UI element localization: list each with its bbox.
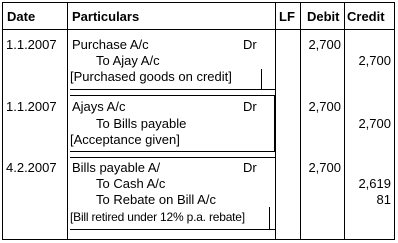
entry-2-date: 1.1.2007	[6, 99, 57, 114]
entry-3-narration-bracket-side	[269, 207, 270, 230]
header-particulars: Particulars	[72, 9, 140, 24]
header-divider	[3, 29, 394, 30]
entry-3-narration-bracket	[70, 229, 275, 230]
entry-2-debit-amount: 2,700	[308, 99, 341, 114]
entry-1-narration-bracket	[70, 89, 275, 90]
entry-1-narration: [Purchased goods on credit]	[70, 69, 232, 84]
header-date: Date	[7, 9, 36, 24]
entry-1-narration-bracket-side	[261, 69, 262, 90]
entry-3-credit-line-2: To Rebate on Bill A/c	[96, 192, 216, 207]
entry-3-debit-amount: 2,700	[308, 160, 341, 175]
entry-2-dr-marker: Dr	[243, 99, 257, 114]
entry-3-credit-amount-2: 81	[376, 192, 391, 207]
journal-table	[2, 2, 395, 240]
entry-1-dr-marker: Dr	[243, 37, 257, 52]
entry-3-debit-account: Bills payable A/	[72, 160, 161, 175]
entry-1-credit-line: To Ajay A/c	[96, 53, 160, 68]
date-column-divider	[67, 3, 68, 239]
entry-3-dr-marker: Dr	[243, 160, 257, 175]
entry-3-narration: [Bill retired under 12% p.a. rebate]	[70, 210, 245, 224]
entry-3-top-bracket	[70, 157, 275, 158]
debit-column-divider	[344, 3, 345, 239]
entry-1-date: 1.1.2007	[6, 37, 57, 52]
lf-column-right-divider	[300, 3, 301, 239]
header-credit: Credit	[347, 9, 385, 24]
lf-column-left-divider	[275, 3, 276, 239]
entry-1-debit-amount: 2,700	[308, 37, 341, 52]
entry-1-credit-amount: 2,700	[358, 53, 391, 68]
entry-3-date: 4.2.2007	[6, 160, 57, 175]
entry-2-narration-bracket	[70, 151, 275, 152]
entry-2-narration-bracket-side	[274, 95, 275, 152]
entry-3-credit-line-1: To Cash A/c	[96, 176, 166, 191]
entry-2-credit-amount: 2,700	[358, 116, 391, 131]
entry-2-debit-account: Ajays A/c	[72, 99, 126, 114]
entry-2-narration: [Acceptance given]	[70, 132, 180, 147]
header-debit: Debit	[307, 9, 340, 24]
entry-1-debit-account: Purchase A/c	[72, 37, 149, 52]
header-lf: LF	[279, 9, 295, 24]
entry-2-credit-line: To Bills payable	[96, 116, 187, 131]
entry-3-credit-amount-1: 2,619	[358, 176, 391, 191]
entry-2-top-bracket	[70, 95, 275, 96]
